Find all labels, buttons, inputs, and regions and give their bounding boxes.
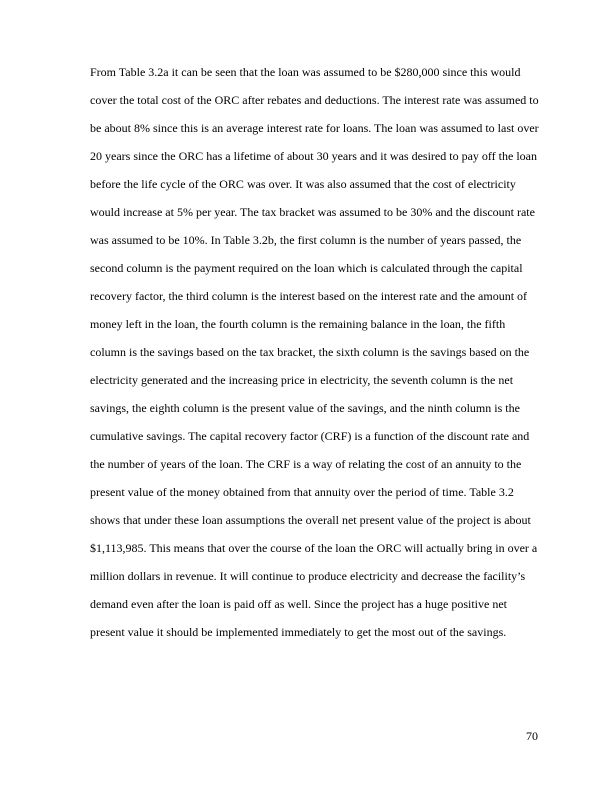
paragraph-line: shows that under these loan assumptions the overall net present value of the project is about: [90, 513, 531, 527]
paragraph-line: million dollars in revenue. It will continue to produce electricity and decrease the facility’s: [90, 569, 526, 583]
paragraph-line: before the life cycle of the ORC was over. It was also assumed that the cost of electricity: [90, 177, 516, 191]
paragraph-line: cover the total cost of the ORC after rebates and deductions. The interest rate was assumed to: [90, 93, 539, 107]
paragraph-line: present value it should be implemented immediately to get the most out of the savings.: [90, 625, 507, 639]
paragraph-line: would increase at 5% per year. The tax bracket was assumed to be 30% and the discount rate: [90, 205, 535, 219]
paragraph-line: savings, the eighth column is the present value of the savings, and the ninth column is the: [90, 401, 520, 415]
paragraph-line: second column is the payment required on the loan which is calculated through the capital: [90, 261, 523, 275]
paragraph-line: the number of years of the loan. The CRF is a way of relating the cost of an annuity to the: [90, 457, 522, 471]
paragraph-line: money left in the loan, the fourth column is the remaining balance in the loan, the fifth: [90, 317, 506, 331]
paragraph-line: recovery factor, the third column is the interest based on the interest rate and the amount of: [90, 289, 528, 303]
paragraph-line: column is the savings based on the tax bracket, the sixth column is the savings based on the: [90, 345, 530, 359]
paragraph-line: cumulative savings. The capital recovery factor (CRF) is a function of the discount rate and: [90, 429, 530, 443]
paragraph-line: demand even after the loan is paid off as well. Since the project has a huge positive net: [90, 597, 507, 611]
paragraph-line: $1,113,985. This means that over the course of the loan the ORC will actually bring in over a: [90, 541, 538, 555]
paragraph-line: From Table 3.2a it can be seen that the loan was assumed to be $280,000 since this would: [90, 65, 521, 79]
paragraph-line: 20 years since the ORC has a lifetime of about 30 years and it was desired to pay off the loan: [90, 149, 537, 163]
paragraph-line: present value of the money obtained from that annuity over the period of time. Table 3.2: [90, 485, 514, 499]
body-paragraph: [90, 58, 570, 646]
page-number: 70: [526, 729, 538, 743]
paragraph-line: electricity generated and the increasing price in electricity, the seventh column is the net: [90, 373, 514, 387]
paragraph-line: be about 8% since this is an average interest rate for loans. The loan was assumed to last over: [90, 121, 539, 135]
paragraph-line: was assumed to be 10%. In Table 3.2b, the first column is the number of years passed, the: [90, 233, 522, 247]
